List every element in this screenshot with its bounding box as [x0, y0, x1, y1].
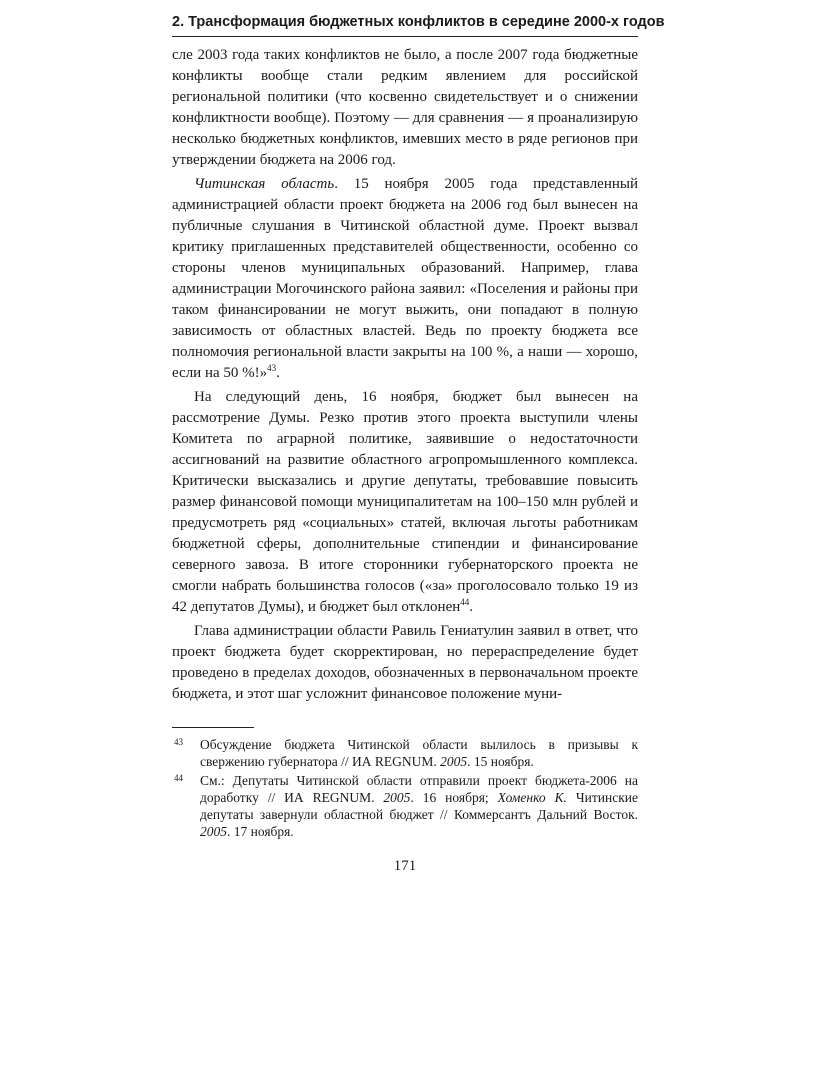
footnote-44-text-c: Читинские депутаты завернули областной бюджет // Коммерсантъ Дальний Восток.	[200, 790, 638, 822]
footnote-44-year-2: 2005	[200, 824, 227, 839]
footnote-number-43: 43	[174, 737, 183, 747]
paragraph-2-lead: Читинская область	[194, 176, 335, 192]
footnote-43-year: 2005	[440, 754, 468, 769]
footnote-43-text-b: . 15 ноября.	[467, 754, 534, 769]
paragraph-3-text: На следующий день, 16 ноября, бюджет был вынесен на рассмотрение Думы. Резко против этого проекта выступили члены Комитета по аграрной политике, заявившие о недостаточности ассигнований на развитие областного агропромышленного комплекса. Критически высказались и другие депутаты, требовавшие повысить размер финансовой помощи муниципалитетам на 100–150 млн рублей и предусмотреть ряд «социальных» статей, включая льготы работникам бюджетной сферы, дополнительные стипендии и финансирование северного завоза. В итоге сторонники губернаторского проекта не смогли набрать большинства голосов («за» проголосовало только 19 из 42 депутатов Думы), и бюджет был отклонен	[172, 389, 638, 615]
paragraph-3: На следующий день, 16 ноября, бюджет был вынесен на рассмотрение Думы. Резко против этого проекта выступили члены Комитета по аграрной политике, заявившие о недостаточности ассигнований на развитие областного агропромышленного комплекса. Критически высказались и другие депутаты, требовавшие повысить размер финансовой помощи муниципалитетам на 100–150 млн рублей и предусмотреть ряд «социальных» статей, включая льготы работникам бюджетной сферы, дополнительные стипендии и финансирование северного завоза. В итоге сторонники губернаторского проекта не смогли набрать большинства голосов («за» проголосовало только 19 из 42 депутатов Думы), и бюджет был отклонен$^{44}$.	[172, 389, 638, 615]
running-header: 2. Трансформация бюджетных конфликтов в середине 2000-х годов	[172, 12, 638, 37]
footnote-number-44: 44	[174, 773, 183, 783]
footnote-44-year-1: 2005	[383, 790, 411, 805]
footnote-44-text-b: . 16 ноября;	[410, 790, 498, 805]
footnote-44-author: Хоменко К.	[497, 790, 567, 805]
footnote-ref-43[interactable]: 43	[267, 363, 277, 373]
paragraph-2-text: . 15 ноября 2005 года представленный администрацией области проект бюджета на 2006 год был вынесен на публичные слушания в Читинской областной думе. Проект вызвал критику приглашенных представителей общественности, особенно со стороны членов муниципальных образований. Например, глава администрации Могочинского района заявил: «Поселения и районы при таком финансировании не могут выжить, они попадают в полную зависимость от областных властей. Ведь по проекту бюджета все полномочия региональной власти закрыты на 100 %, а наши — хорошо, если на 50 %!»	[172, 176, 639, 381]
footnote-divider	[172, 727, 254, 728]
footnote-43-text-a: Обсуждение бюджета Читинской области вылилось в призывы к свержению губернатора // ИА REGNUM.	[200, 737, 638, 769]
page-number: 171	[393, 858, 417, 874]
paragraph-4: Глава администрации области Равиль Гениатулин заявил в ответ, что проект бюджета будет скорректирован, но перераспределение будет проведено в пределах доходов, обозначенных в первоначальном проекте бюджета, и этот шаг усложнит финансовое положение муни-	[172, 623, 638, 702]
paragraph-2: Читинская область. 15 ноября 2005 года представленный администрацией области проект бюджета на 2006 год был вынесен на публичные слушания в Читинской областной думе. Проект вызвал критику приглашенных представителей общественности, особенно со стороны членов муниципальных образований. Например, глава администрации Могочинского района заявил: «Поселения и районы при таком финансировании не могут выжить, они попадают в полную зависимость от областных властей. Ведь по проекту бюджета все полномочия региональной власти закрыты на 100 %, а наши — хорошо, если на 50 %!»$^{43}$.	[172, 176, 639, 381]
footnote-ref-44[interactable]: 44	[460, 597, 470, 607]
paragraph-1: сле 2003 года таких конфликтов не было, а после 2007 года бюджетные конфликты вообще стали редким явлением для российской региональной политики (что косвенно свидетельствует и о снижении конфликтности вообще). Поэтому — для сравнения — я проанализирую несколько бюджетных конфликтов, имевших место в ряде регионов при утверждении бюджета на 2006 год.	[172, 47, 638, 168]
main-text	[172, 45, 638, 705]
footnote-43	[172, 736, 638, 770]
footnote-44-text-d: . 17 ноября.	[227, 824, 294, 839]
footnote-44	[172, 772, 638, 840]
book-page	[172, 12, 665, 875]
footnote-44-text-a: См.: Депутаты Читинской области отправили проект бюджета-2006 на доработку // ИА REGNUM.	[200, 773, 638, 805]
